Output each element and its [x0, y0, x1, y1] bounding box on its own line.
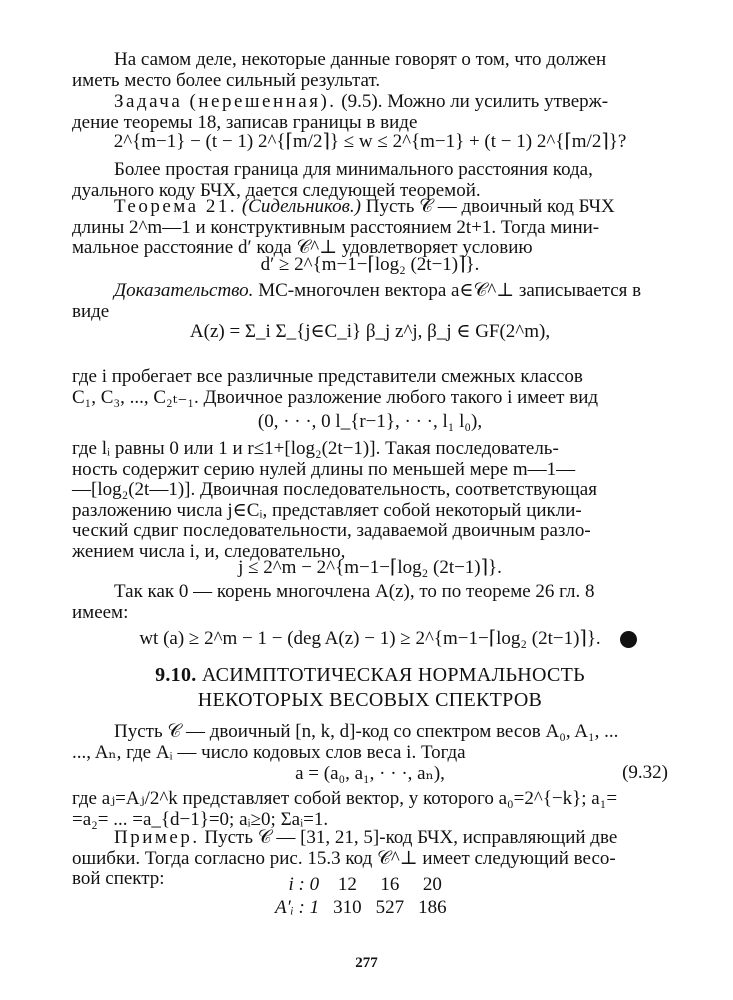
theorem-line-3: мальное расстояние d′ кода 𝒞^⊥ удовлетворяет условию [72, 237, 533, 258]
text-line: —[log₂(2t—1)]. Двоичная последовательность, соответствующая [72, 479, 597, 500]
section-heading [72, 663, 668, 713]
section-title-line-1: 9.10. АСИМПТОТИЧЕСКАЯ НОРМАЛЬНОСТЬ [155, 664, 585, 686]
text-line: C₁, C₃, ..., C₂ₜ₋₁. Двоичное разложение любого такого i имеет вид [72, 386, 599, 408]
text-line: Более простая граница для минимального расстояния кода, [114, 159, 593, 180]
paragraph-root [72, 582, 668, 623]
text-line: Так как 0 — корень многочлена A(z), то по теореме 26 гл. 8 [114, 581, 595, 602]
table-cell: 16 [380, 873, 400, 895]
text-line: ческий сдвиг последовательности, задаваемой двоичным разло- [72, 520, 591, 541]
example-label: Пример. [114, 827, 200, 848]
formula-text: wt (a) ≥ 2^m − 1 − (deg A(z) − 1) ≥ 2^{m−1−⌈log₂ (2t−1)⌉}. [139, 628, 601, 649]
paragraph-representatives [72, 367, 668, 408]
text-line: =a₂= ... =a_{d−1}=0; aᵢ≥0; Σaᵢ=1. [72, 808, 329, 830]
table-cell: i : 0 [288, 873, 320, 895]
text-line: Пусть 𝒞 — двоичный [n, k, d]-код со спектром весов A₀, A₁, ... [114, 721, 619, 742]
formula-text: d′ ≥ 2^{m−1−⌈log₂ (2t−1)⌉}. [260, 254, 480, 275]
text-line: где lᵢ равны 0 или 1 и r≤1+[log₂(2t−1)]. Такая последователь- [72, 438, 559, 459]
formula-min-distance [72, 253, 668, 276]
text-line: иметь место более сильный результат. [72, 69, 381, 91]
table-cell: 186 [418, 896, 447, 918]
table-cell: 310 [333, 896, 362, 918]
table-row [268, 896, 454, 919]
text-line: ность содержит серию нулей длины по меньшей мере m—1— [72, 458, 576, 480]
text-line: где aⱼ=Aⱼ/2^k представляет собой вектор, у которого a₀=2^{−k}; a₁= [72, 788, 618, 809]
table-cell: 20 [422, 873, 442, 895]
problem-label: Задача (нерешенная). [114, 91, 337, 112]
paragraph-spectrum-def [72, 722, 668, 763]
paragraph-normalized [72, 789, 668, 830]
text-line: ..., Aₙ, где Aᵢ — число кодовых слов веса i. Тогда [72, 741, 466, 763]
paragraph-transition [72, 160, 668, 201]
proof-line-2: виде [72, 300, 110, 322]
problem-line-2: дение теоремы 18, записав границы в виде [72, 111, 418, 133]
text-line: На самом деле, некоторые данные говорят о том, что должен [114, 49, 607, 70]
section-number: 9.10. [155, 664, 197, 686]
weight-spectrum-table [268, 873, 454, 919]
formula-text: a = (a₀, a₁, · · ·, aₙ), [295, 763, 445, 784]
table-cell: 527 [375, 896, 405, 918]
theorem-author: (Сидельников.) [241, 196, 361, 217]
theorem-line-2: длины 2^m—1 и конструктивным расстоянием 2t+1. Тогда мини- [72, 216, 600, 238]
table-row [268, 873, 454, 896]
page-number: 277 [355, 955, 378, 971]
problem-line-1: Задача (нерешенная). (9.5). Можно ли усилить утверж- [114, 91, 609, 112]
open-problem [72, 92, 668, 133]
text-line: имеем: [72, 601, 129, 623]
formula-vector-a [72, 762, 668, 785]
formula-weight [72, 627, 668, 650]
example-line-2: ошибки. Тогда согласно рис. 15.3 код 𝒞^⊥ имеет следующий весо- [72, 847, 616, 869]
proof [72, 281, 668, 322]
formula-text: A(z) = Σ_i Σ_{j∈C_i} β_j z^j, β_j ∈ GF(2^m), [189, 321, 551, 342]
table-cell: A′ᵢ : 1 [275, 896, 320, 918]
formula-text: 2^{m−1} − (t − 1) 2^{⌈m/2⌉} ≤ w ≤ 2^{m−1} + (t − 1) 2^{⌈m/2⌉}? [113, 131, 627, 152]
paragraph-intro [72, 50, 668, 91]
table-cell: 12 [337, 873, 357, 895]
theorem-21 [72, 197, 668, 259]
formula-text: (0, · · ·, 0 l_{r−1}, · · ·, l₁ l₀), [257, 411, 483, 432]
proof-label: Доказательство. [114, 280, 254, 301]
formula-text: j ≤ 2^m − 2^{m−1−⌈log₂ (2t−1)⌉}. [238, 557, 502, 578]
paragraph-zero-run [72, 439, 668, 562]
example-line-3: вой спектр: [72, 868, 165, 889]
theorem-line-1: Теорема 21. (Сидельников.) Пусть 𝒞 — двоичный код БЧХ [114, 196, 615, 217]
text-line: где i пробегает все различные представители смежных классов [72, 366, 583, 387]
equation-number: (9.32) [622, 762, 668, 783]
theorem-label: Теорема 21. [114, 196, 238, 217]
example-line-1: Пример. Пусть 𝒞 — [31, 21, 5]-код БЧХ, исправляющий две [114, 827, 618, 848]
formula-ms-polynomial [72, 320, 668, 343]
formula-bounds [72, 130, 668, 153]
text-line: разложению числа j∈Cᵢ, представляет собой некоторый цикли- [72, 499, 582, 521]
text-line: дуального коду БЧХ, дается следующей теоремой. [72, 179, 481, 201]
formula-j-bound [72, 556, 668, 579]
proof-line-1: Доказательство. МС-многочлен вектора a∈𝒞^⊥ записывается в [114, 280, 642, 301]
formula-binary-expansion [72, 411, 668, 433]
text-line: жением числа i, и, следовательно, [72, 540, 346, 562]
section-title-line-2: НЕКОТОРЫХ ВЕСОВЫХ СПЕКТРОВ [197, 689, 543, 711]
qed-mark [620, 631, 637, 648]
